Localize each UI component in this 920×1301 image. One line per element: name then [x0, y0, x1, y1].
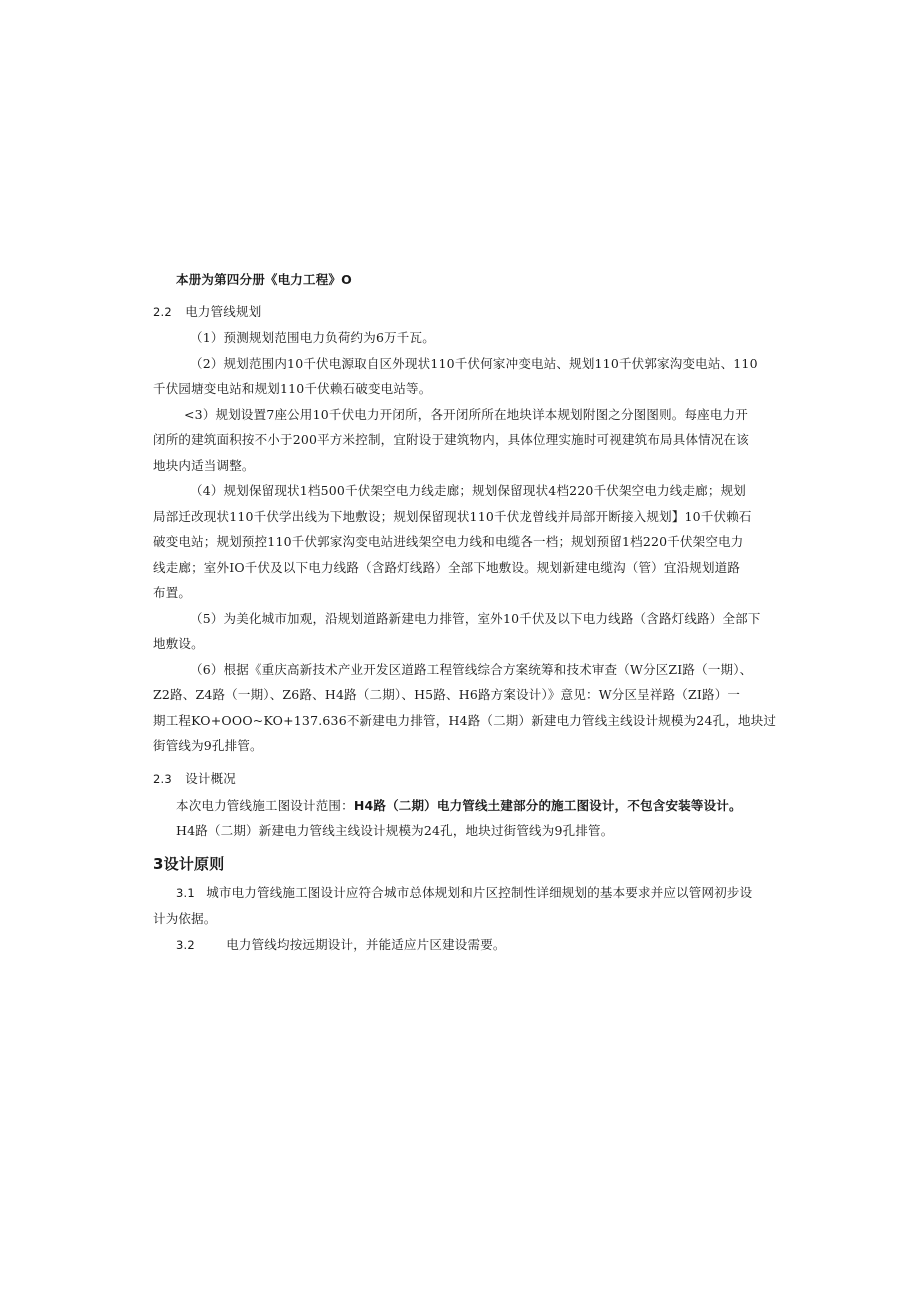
paragraph-line: 街管线为9孔排管。 [153, 738, 263, 753]
paragraph-line: Z2路、Z4路（一期）、Z6路、H4路（二期）、H5路、H6路方案设计）》意见：W分区呈祥路（ZI路）一 [153, 687, 741, 702]
paragraph-line: 布置。 [153, 585, 192, 600]
paragraph-line: （4）规划保留现状1档500千伏架空电力线走廊；规划保留现状4档220千伏架空电力线走廊；规划 [190, 483, 746, 498]
paragraph-line: （1）预测规划范围电力负荷约为6万千瓦。 [190, 330, 435, 345]
design-scope-line [176, 797, 742, 815]
volume-intro: 本册为第四分册《电力工程》O [176, 272, 352, 287]
clause-3-1-line [176, 884, 752, 902]
section-number: 2.2 [153, 305, 172, 319]
section-title: 电力管线规划 [185, 304, 262, 319]
clause-3-2-line [176, 936, 506, 954]
paragraph-line: 线走廊；室外IO千伏及以下电力线路（含路灯线路）全部下地敷设。规划新建电缆沟（管）宜沿规划道路 [153, 560, 741, 575]
paragraph-line: 地块内适当调整。 [153, 458, 255, 473]
paragraph-line: 闭所的建筑面积按不小于200平方米控制，宜附设于建筑物内，具体位理实施时可视建筑布局具体情况在该 [153, 432, 749, 447]
paragraph-line: （6）根据《重庆高新技术产业开发区道路工程管线综合方案统筹和技术审查（W分区ZI路（一期）、 [190, 662, 753, 677]
paragraph-line: 地敷设。 [153, 636, 204, 651]
design-scope-emphasis: H4路（二期）电力管线土建部分的施工图设计，不包含安装等设计。 [353, 798, 742, 813]
section-title: 设计概况 [185, 771, 236, 786]
paragraph-line: 破变电站；规划预控110千伏郭家沟变电站进线架空电力线和电缆各一档；规划预留1档220千伏架空电力 [153, 534, 744, 549]
paragraph-line: 千伏园塘变电站和规划110千伏赖石破变电站等。 [153, 381, 432, 396]
clause-number: 3.2 [176, 938, 195, 952]
clause-text: 电力管线均按远期设计，并能适应片区建设需要。 [226, 937, 506, 952]
clause-number: 3.1 [176, 886, 195, 900]
design-scope-prefix: 本次电力管线施工图设计范围： [176, 798, 354, 813]
section-number: 2.3 [153, 772, 172, 786]
paragraph-line: （2）规划范围内10千伏电源取自区外现状110千伏何家冲变电站、规划110千伏郭家沟变电站、110 [190, 356, 758, 371]
paragraph-line: 期工程KO+OOO~KO+137.636不新建电力排管，H4路（二期）新建电力管线主线设计规模为24孔，地块过 [153, 713, 777, 728]
paragraph-line: 局部迁改现状110千伏学出线为下地敷设；规划保留现状110千伏龙曾线并局部开断接入规划】10千伏赖石 [153, 509, 752, 524]
paragraph-line: （5）为美化城市加观，沿规划道路新建电力排管，室外10千伏及以下电力线路（含路灯线路）全部下 [190, 611, 761, 626]
paragraph-line: H4路（二期）新建电力管线主线设计规模为24孔，地块过街管线为9孔排管。 [176, 823, 614, 838]
paragraph-line: <3）规划设置7座公用10千伏电力开闭所，各开闭所所在地块详本规划附图之分图图则。每座电力开 [184, 407, 748, 422]
paragraph-line: 计为依据。 [153, 911, 217, 926]
clause-text: 城市电力管线施工图设计应符合城市总体规划和片区控制性详细规划的基本要求并应以管网初步设 [206, 885, 753, 900]
section-2-3-heading [153, 770, 236, 788]
section-2-2-heading [153, 303, 261, 321]
chapter-3-heading: 3设计原则 [153, 855, 225, 873]
